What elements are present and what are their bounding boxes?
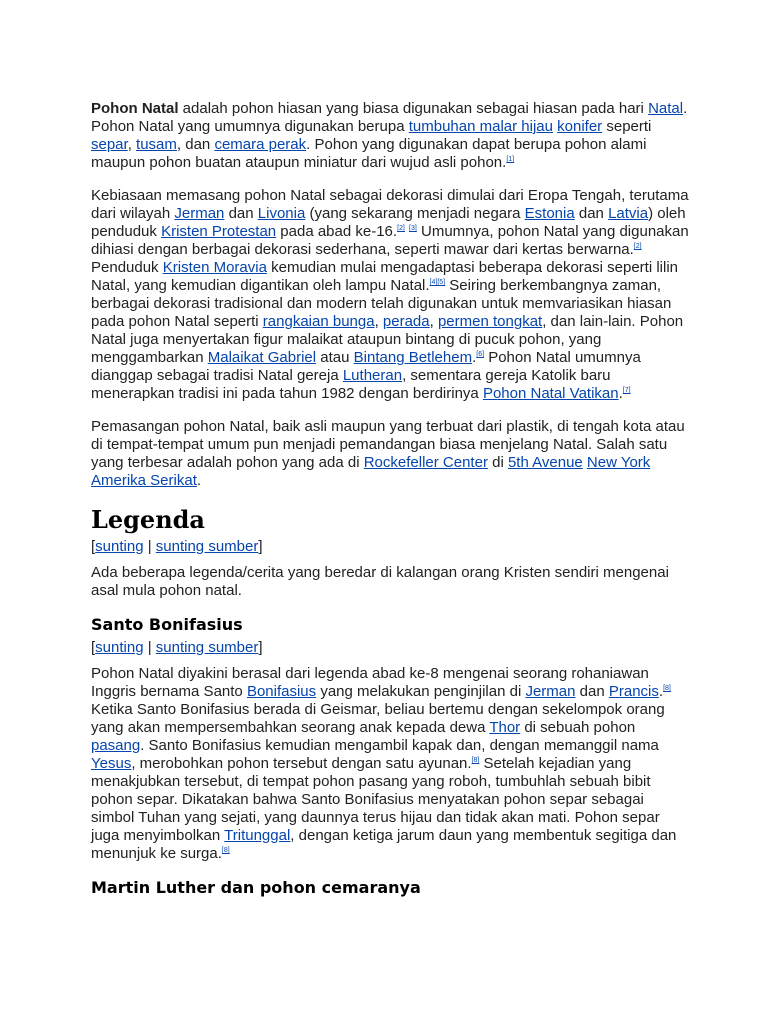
link-lutheran[interactable]: Lutheran	[342, 367, 403, 384]
link-pohon-natal-vatikan[interactable]: Pohon Natal Vatikan	[482, 385, 619, 402]
subsection-heading-martin-luther: Martin Luther dan pohon cemaranya	[91, 878, 421, 897]
link-bonifasius[interactable]: Bonifasius	[246, 683, 317, 700]
edit-source-link[interactable]: sunting sumber	[155, 639, 259, 656]
link-livonia[interactable]: Livonia	[257, 205, 306, 222]
link-pasang[interactable]: pasang	[91, 737, 141, 754]
reference-link[interactable]: [1]	[506, 156, 515, 163]
reference-link[interactable]: [8]	[663, 685, 671, 692]
link-cemara-perak[interactable]: cemara perak	[214, 136, 307, 153]
subsection-heading-bonifasius: Santo Bonifasius	[91, 615, 243, 634]
section-heading-legenda: Legenda	[91, 505, 205, 534]
link-konifer[interactable]: konifer	[557, 118, 603, 135]
reference-link[interactable]: [7]	[622, 387, 631, 394]
link-bintang-betlehem[interactable]: Bintang Betlehem	[353, 349, 473, 366]
link-jerman[interactable]: Jerman	[174, 205, 225, 222]
link-perada[interactable]: perada	[382, 313, 430, 330]
link-kristen-moravia[interactable]: Kristen Moravia	[162, 259, 267, 276]
link-amerika-serikat[interactable]: Amerika Serikat	[91, 472, 197, 489]
reference-link[interactable]: [3]	[409, 225, 417, 232]
edit-links: [sunting | sunting sumber]	[91, 639, 263, 656]
link-prancis[interactable]: Prancis	[608, 683, 659, 700]
link-estonia[interactable]: Estonia	[524, 205, 575, 222]
link-5th-avenue[interactable]: 5th Avenue	[507, 454, 583, 471]
link-new-york[interactable]: New York	[586, 454, 651, 471]
reference-link[interactable]: [2]	[633, 243, 642, 250]
bonifasius-paragraph: Pohon Natal diyakini berasal dari legenda abad ke-8 mengenai seorang rohaniawan Inggris bernama Santo Bonifasius yang melakukan penginjilan di Jerman dan Prancis.[8] Ketika Santo Bonifasius berada di Geismar, beliau bertemu dengan sekelompok orang yang akan mempersembahkan seorang anak kepada dewa Thor di sebuah pohon pasang. Santo Bonifasius kemudian mengambil kapak dan, dengan memanggil nama Yesus, merobohkan pohon tersebut dengan satu ayunan.[8] Setelah kejadian yang menakjubkan tersebut, di tempat pohon pasang yang roboh, tumbuhlah sebuah bibit pohon separ. Dikatakan bahwa Santo Bonifasius menyatakan pohon separ sebagai simbol Tuhan yang sejati, yang daunnya terus hijau dan tidak akan mati. Pohon separ juga menyimbolkan Tritunggal, dengan ketiga jarum daun yang membentuk segitiga dan menunjuk ke surga.[8]	[91, 665, 677, 862]
article-subject: Pohon Natal	[91, 100, 179, 117]
edit-link[interactable]: sunting	[95, 639, 144, 656]
link-thor[interactable]: Thor	[489, 719, 521, 736]
link-rockefeller-center[interactable]: Rockefeller Center	[363, 454, 488, 471]
link-natal[interactable]: Natal	[648, 100, 684, 117]
link-tusam[interactable]: tusam	[136, 136, 177, 153]
link-jerman[interactable]: Jerman	[525, 683, 576, 700]
edit-source-link[interactable]: sunting sumber	[155, 538, 259, 555]
reference-link[interactable]: [4][5]	[429, 279, 446, 286]
reference-link[interactable]: [8]	[471, 757, 480, 764]
reference-link[interactable]: [8]	[221, 847, 230, 854]
link-permen-tongkat[interactable]: permen tongkat	[437, 313, 543, 330]
reference-link[interactable]: [6]	[476, 351, 485, 358]
link-tumbuhan-malar-hijau[interactable]: tumbuhan malar hijau	[408, 118, 553, 135]
edit-link[interactable]: sunting	[95, 538, 144, 555]
history-paragraph: Kebiasaan memasang pohon Natal sebagai dekorasi dimulai dari Eropa Tengah, terutama dari wilayah Jerman dan Livonia (yang sekarang menjadi negara Estonia dan Latvia) oleh penduduk Kristen Protestan pada abad ke-16.[2] [3] Umumnya, pohon Natal yang digunakan dihiasi dengan berbagai dekorasi sederhana, seperti mawar dari kertas berwarna.[2] Penduduk Kristen Moravia kemudian mulai mengadaptasi beberapa dekorasi seperti lilin Natal, yang kemudian digantikan oleh lampu Natal.[4][5] Seiring berkembangnya zaman, berbagai dekorasi tradisional dan modern telah digunakan untuk memvariasikan hiasan pada pohon Natal seperti rangkaian bunga, perada, permen tongkat, dan lain-lain. Pohon Natal juga menyertakan figur malaikat ataupun bintang di pucuk pohon, yang menggambarkan Malaikat Gabriel atau Bintang Betlehem.[6] Pohon Natal umumnya dianggap sebagai tradisi Natal gereja Lutheran, sementara gereja Katolik baru menerapkan tradisi ini pada tahun 1982 dengan berdirinya Pohon Natal Vatikan.[7]	[91, 187, 689, 402]
intro-paragraph: Pohon Natal adalah pohon hiasan yang biasa digunakan sebagai hiasan pada hari Natal. Pohon Natal yang umumnya digunakan berupa tumbuhan malar hijau konifer seperti separ, tusam, dan cemara perak. Pohon yang digunakan dapat berupa pohon alami maupun pohon buatan ataupun miniatur dari wujud asli pohon.[1]	[91, 100, 688, 171]
link-yesus[interactable]: Yesus	[91, 755, 132, 772]
link-malaikat-gabriel[interactable]: Malaikat Gabriel	[207, 349, 317, 366]
link-tritunggal[interactable]: Tritunggal	[224, 827, 291, 844]
legend-intro-paragraph: Ada beberapa legenda/cerita yang beredar di kalangan orang Kristen sendiri mengenai asal mula pohon natal.	[91, 564, 669, 599]
link-kristen-protestan[interactable]: Kristen Protestan	[161, 223, 277, 240]
reference-link[interactable]: [2]	[397, 225, 405, 232]
link-latvia[interactable]: Latvia	[608, 205, 649, 222]
link-rangkaian-bunga[interactable]: rangkaian bunga	[262, 313, 375, 330]
link-separ[interactable]: separ	[91, 136, 128, 153]
edit-links: [sunting | sunting sumber]	[91, 538, 263, 555]
public-trees-paragraph: Pemasangan pohon Natal, baik asli maupun yang terbuat dari plastik, di tengah kota atau di tempat-tempat umum pun menjadi pemandangan biasa menjelang Natal. Salah satu yang terbesar adalah pohon yang ada di Rockefeller Center di 5th Avenue New York Amerika Serikat.	[91, 418, 685, 489]
article-body	[91, 100, 691, 902]
